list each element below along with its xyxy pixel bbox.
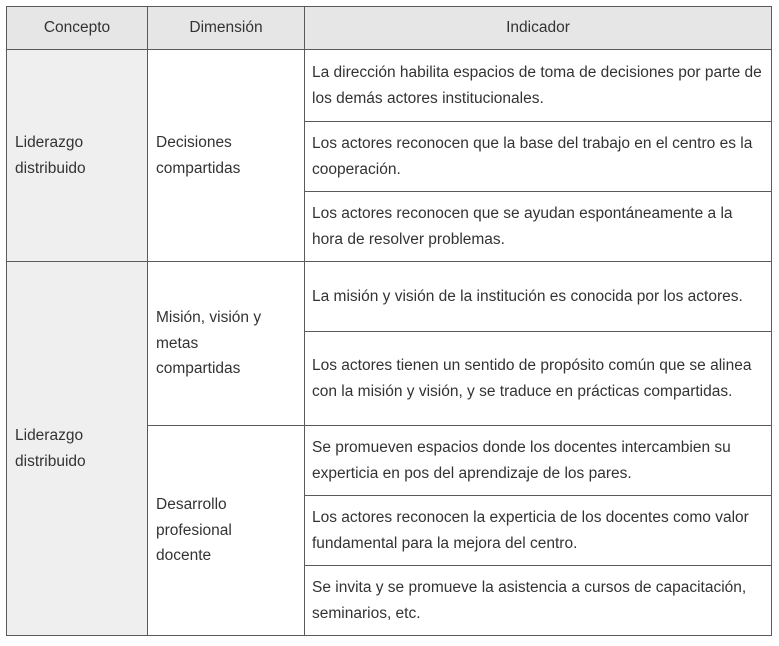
dimension-label: Decisiones compartidas (156, 134, 241, 177)
table-row (7, 50, 772, 122)
dimension-cell (148, 50, 305, 262)
concept-cell (7, 50, 148, 262)
header-row (7, 7, 772, 50)
concept-label: Liderazgo distribuido (15, 134, 86, 177)
concept-label: Liderazgo distribuido (15, 427, 86, 470)
indicator-cell: Los actores tienen un sentido de propósito común que se alinea con la misión y visión, y se traduce en prácticas compartidas. (305, 332, 772, 426)
indicator-cell: La dirección habilita espacios de toma de decisiones por parte de los demás actores institucionales. (305, 50, 772, 122)
indicator-cell: Los actores reconocen la experticia de los docentes como valor fundamental para la mejora del centro. (305, 496, 772, 566)
header-dimension: Dimensión (148, 7, 305, 50)
indicator-cell: Se promueven espacios donde los docentes intercambien su experticia en pos del aprendizaje de los pares. (305, 426, 772, 496)
indicator-cell: La misión y visión de la institución es conocida por los actores. (305, 262, 772, 332)
indicator-cell: Los actores reconocen que la base del trabajo en el centro es la cooperación. (305, 122, 772, 192)
indicator-cell: Los actores reconocen que se ayudan espontáneamente a la hora de resolver problemas. (305, 192, 772, 262)
dimension-cell (148, 426, 305, 636)
header-concepto: Concepto (7, 7, 148, 50)
dimension-label: Misión, visión y metas compartidas (156, 309, 262, 378)
dimension-cell (148, 262, 305, 426)
table-row (7, 262, 772, 332)
dimension-label: Desarrollo profesional docente (156, 496, 232, 565)
concept-cell (7, 262, 148, 636)
indicator-cell: Se invita y se promueve la asistencia a cursos de capacitación, seminarios, etc. (305, 566, 772, 636)
indicators-table (6, 6, 772, 636)
header-indicador: Indicador (305, 7, 772, 50)
